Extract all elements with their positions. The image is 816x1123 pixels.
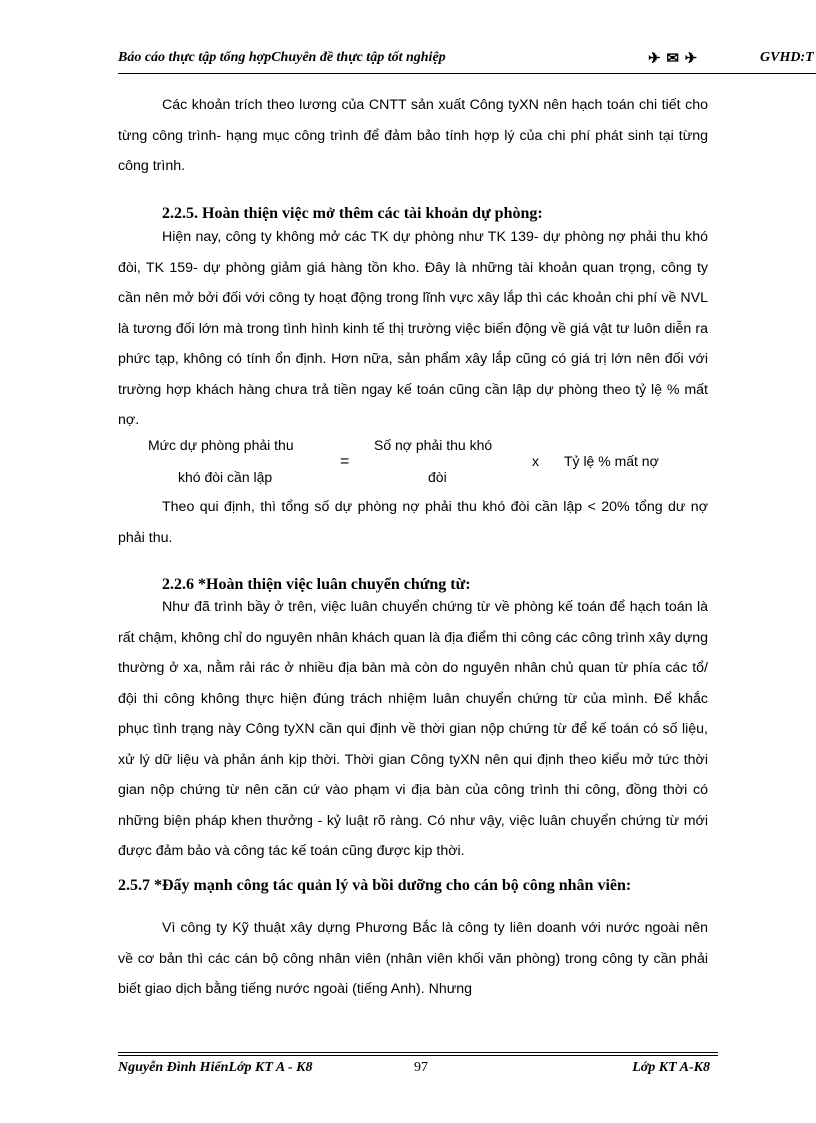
section-2-2-6-paragraph: Như đã trình bầy ở trên, việc luân chuyển chứng từ về phòng kế toán để hạch toán là rất chậm, không chỉ do nguyên nhân khách quan là địa điểm thi công các công trình xây dựng thường ở xa, nằm rải rác ở nhiều địa bàn mà còn do nguyên nhân chủ quan từ phía các tổ/ đội thi công không thực hiện đúng trách nhiệm luân chuyển chứng từ của mình. Để khắc phục tình trạng này Công tyXN cần qui định về thời gian nộp chứng từ để kế toán có số liệu, xử lý dữ liệu và phản ánh kịp thời. Thời gian Công tyXN nên qui định theo kiểu mở tức thời gian nộp chứng từ nên căn cứ vào phạm vi địa bàn của công trình thi công, đồng thời có những biện pháp khen thưởng - kỷ luật rõ ràng. Có như vậy, việc luân chuyển chứng từ mới được đảm bảo và công tác kế toán cũng được kịp thời. xyxy=(118,599,708,859)
header-supervisor: GVHD:T xyxy=(760,50,814,65)
section-2-5-7-paragraph: Vì công ty Kỹ thuật xây dựng Phương Bắc là công ty liên doanh với nước ngoài nên về cơ bản thì các cán bộ công nhân viên (nhân viên khối văn phòng) trong công ty cần phải biết giao dịch bằng tiếng nước ngoài (tiếng Anh). Nhưng xyxy=(118,920,708,997)
intro-block xyxy=(118,90,708,182)
formula-left-line2: khó đòi cần lập xyxy=(178,469,273,485)
footer-author: Nguyễn Đình HiểnLớp KT A - K8 xyxy=(118,1060,313,1075)
formula-right-line1: Số nợ phải thu khó xyxy=(374,437,493,453)
page-number: 97 xyxy=(414,1060,428,1075)
header-ornament-icon: ✈ ✉ ✈ xyxy=(648,51,699,67)
provision-note: Theo qui định, thì tổng số dự phòng nợ phải thu khó đòi cần lập < 20% tổng dư nợ phải thu. xyxy=(118,499,708,546)
page-footer xyxy=(118,1060,718,1080)
provision-formula xyxy=(140,437,700,493)
header-divider xyxy=(118,73,816,74)
section-2-2-5-body xyxy=(118,222,708,436)
section-2-2-5-paragraph: Hiện nay, công ty không mở các TK dự phòng như TK 139- dự phòng nợ phải thu khó đòi, TK 159- dự phòng giảm giá hàng tồn kho. Đây là những tài khoản quan trọng, công ty cần nên mở bởi đối với công ty hoạt động trong lĩnh vực xây lắp thì các khoản chi phí về NVL là tương đối lớn mà trong tình hình kinh tế thị trường việc biến động về giá vật tư luôn diễn ra phức tạp, không có tính ổn định. Hơn nữa, sản phẩm xây lắp cũng có giá trị lớn nên đối với trường hợp khách hàng chưa trả tiền ngay kế toán cũng cần lập dự phòng theo tỷ lệ % mất nợ. xyxy=(118,229,708,428)
footer-divider-bottom xyxy=(118,1055,718,1056)
formula-times: x xyxy=(532,453,539,469)
page-header xyxy=(118,50,816,70)
provision-note-block xyxy=(118,492,708,553)
section-heading-2-5-7: 2.5.7 *Đẩy mạnh công tác quản lý và bồi dưỡng cho cán bộ công nhân viên: xyxy=(118,877,632,894)
footer-divider-top xyxy=(118,1052,718,1053)
formula-right-line2: đòi xyxy=(428,469,447,485)
section-2-5-7-body xyxy=(118,913,708,1005)
footer-class: Lớp KT A-K8 xyxy=(632,1060,710,1075)
formula-factor: Tỷ lệ % mất nợ xyxy=(564,453,659,469)
section-2-2-6-body xyxy=(118,592,708,867)
section-heading-2-2-5: 2.2.5. Hoàn thiện việc mở thêm các tài khoản dự phòng: xyxy=(162,205,543,222)
formula-left-line1: Mức dự phòng phải thu xyxy=(148,437,294,453)
intro-paragraph: Các khoản trích theo lương của CNTT sản xuất Công tyXN nên hạch toán chi tiết cho từng công trình- hạng mục công trình để đảm bảo tính hợp lý của chi phí phát sinh tại từng công trình. xyxy=(118,97,708,174)
header-title: Báo cáo thực tập tổng hợpChuyên đề thực tập tốt nghiệp xyxy=(118,50,446,65)
section-heading-2-2-6: 2.2.6 *Hoàn thiện việc luân chuyển chứng từ: xyxy=(162,576,471,593)
formula-equals: = xyxy=(340,453,350,470)
